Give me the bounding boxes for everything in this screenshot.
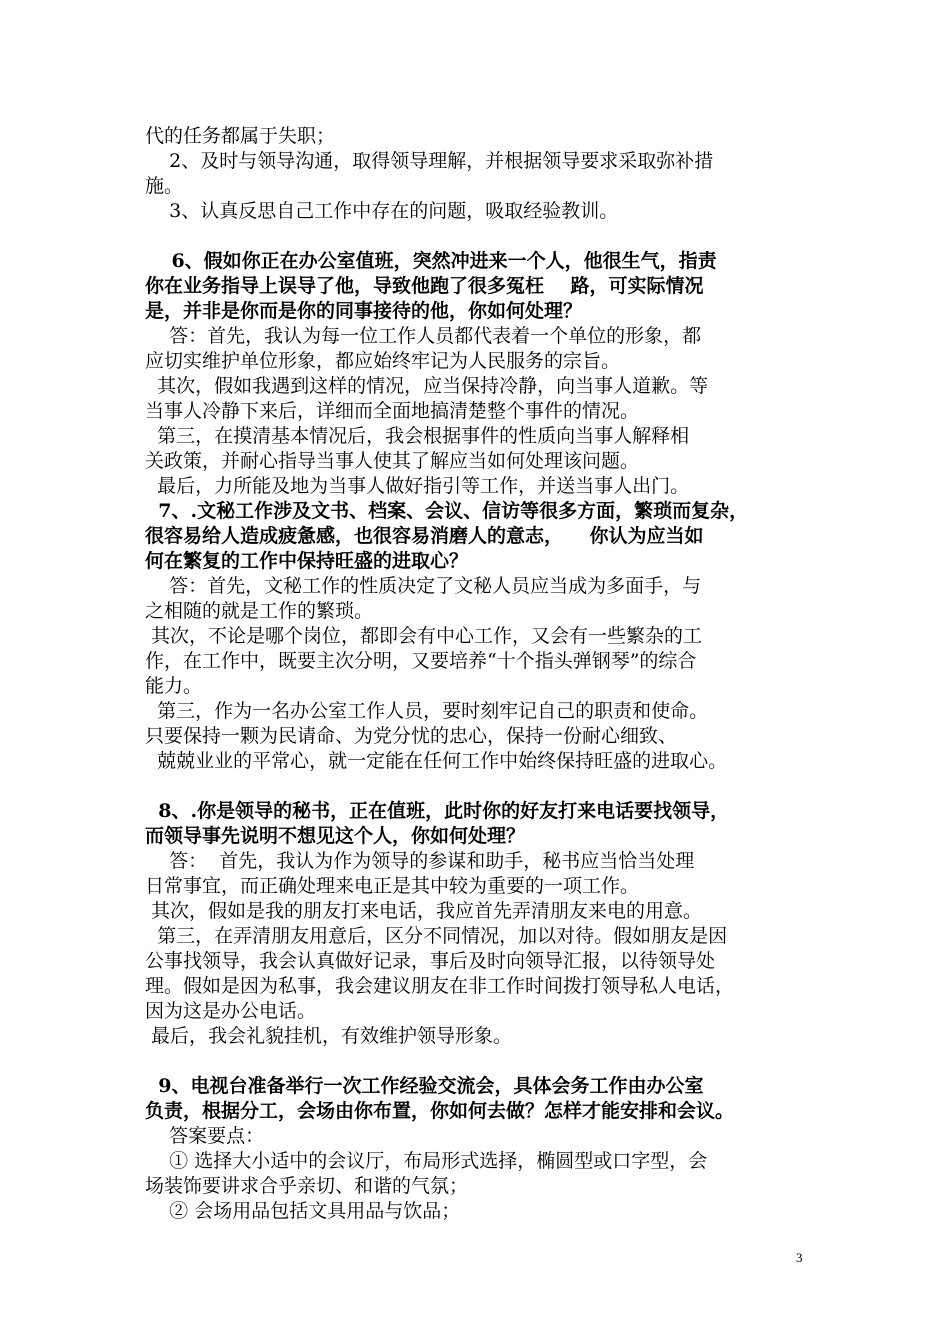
answer-line: 其次，不论是哪个岗位，都即会有中心工作，又会有一些繁杂的工 <box>145 625 703 647</box>
answer-line: 其次，假如我遇到这样的情况，应当保持冷静，向当事人道歉。等 <box>145 375 709 397</box>
question-line: 6、假如你正在办公室值班，突然冲进来一个人，他很生气，指责 <box>145 250 717 272</box>
blank-line <box>145 774 810 799</box>
question-line: 7、.文秘工作涉及文书、档案、会议、信访等很多方面，繁琐而复杂， <box>145 500 749 522</box>
answer-line: 其次，假如是我的朋友打来电话，我应首先弄清朋友来电的用意。 <box>145 900 703 922</box>
answer-line: 最后，我会礼貌挂机，有效维护领导形象。 <box>145 1025 513 1047</box>
answer-line: 只要保持一颗为民请命、为党分忧的忠心，保持一份耐心细致、 <box>145 725 678 747</box>
blank-line <box>145 1049 810 1074</box>
question-line: 何在繁复的工作中保持旺盛的进取心？ <box>145 550 469 572</box>
answer-line: 日常事宜，而正确处理来电正是其中较为重要的一项工作。 <box>145 875 640 897</box>
answer-line: 施。 <box>145 175 184 197</box>
answer-line: 代的任务都属于失职； <box>145 125 336 147</box>
blank-line <box>145 224 810 249</box>
answer-line: 因为这是办公电话。 <box>145 1000 317 1022</box>
answer-line: ② 会场用品包括文具用品与饮品； <box>145 1200 461 1222</box>
answer-line: 理。假如是因为私事，我会建议朋友在非工作时间拨打领导私人电话， <box>145 975 735 997</box>
answer-line: 关政策，并耐心指导当事人使其了解应当如何处理该问题。 <box>145 450 640 472</box>
question-line: 8、.你是领导的秘书，正在值班，此时你的好友打来电话要找领导， <box>145 800 730 822</box>
answer-line: 兢兢业业的平常心，就一定能在任何工作中始终保持旺盛的进取心。 <box>145 750 728 772</box>
answer-line: 答：首先，文秘工作的性质决定了文秘人员应当成为多面手，与 <box>145 575 702 597</box>
question-line: 是，并非是你而是你的同事接待的他，你如何处理？ <box>145 300 583 322</box>
question-line: 而领导事先说明不想见这个人，你如何处理？ <box>145 825 526 847</box>
question-line: 负责，根据分工，会场由你布置，你如何去做？怎样才能安排和会议。 <box>145 1100 735 1122</box>
answer-line: 答：首先，我认为每一位工作人员都代表着一个单位的形象，都 <box>145 325 702 347</box>
answer-line: 答案要点： <box>145 1125 265 1147</box>
answer-line: ① 选择大小适中的会议厅，布局形式选择，椭圆型或口字型，会 <box>145 1150 708 1172</box>
answer-line: 第三，作为一名办公室工作人员，要时刻牢记自己的职责和使命。 <box>145 700 709 722</box>
document-body <box>145 124 810 1224</box>
answer-line: 第三，在摸清基本情况后，我会根据事件的性质向当事人解释相 <box>145 425 690 447</box>
question-line: 9、电视台准备举行一次工作经验交流会，具体会务工作由办公室 <box>145 1075 704 1097</box>
page-number: 3 <box>796 1250 803 1265</box>
answer-line: 应切实维护单位形象，都应始终牢记为人民服务的宗旨。 <box>145 350 621 372</box>
answer-line: 能力。 <box>145 675 203 697</box>
answer-line: 第三，在弄清朋友用意后，区分不同情况，加以对待。假如朋友是因 <box>145 925 728 947</box>
answer-line: 最后，力所能及地为当事人做好指引等工作，并送当事人出门。 <box>145 475 690 497</box>
answer-line: 作，在工作中，既要主次分明，又要培养“十个指头弹钢琴”的综合 <box>145 650 697 672</box>
question-line: 你在业务指导上误导了他，导致他跑了很多冤枉 路，可实际情况 <box>145 275 704 297</box>
answer-line: 公事找领导，我会认真做好记录，事后及时向领导汇报，以待领导处 <box>145 950 716 972</box>
question-line: 很容易给人造成疲惫感，也很容易消磨人的意志， 你认为应当如 <box>145 525 704 547</box>
answer-line: 2、及时与领导沟通，取得领导理解，并根据领导要求采取弥补措 <box>145 150 714 172</box>
answer-line: 场装饰要讲求合乎亲切、和谐的气氛； <box>145 1175 469 1197</box>
answer-line: 之相随的就是工作的繁琐。 <box>145 600 374 622</box>
answer-line: 3、认真反思自己工作中存在的问题，吸取经验教训。 <box>145 200 619 222</box>
answer-line: 当事人冷静下来后，详细而全面地搞清楚整个事件的情况。 <box>145 400 640 422</box>
answer-line: 答： 首先，我认为作为领导的参谋和助手，秘书应当恰当处理 <box>145 850 695 872</box>
